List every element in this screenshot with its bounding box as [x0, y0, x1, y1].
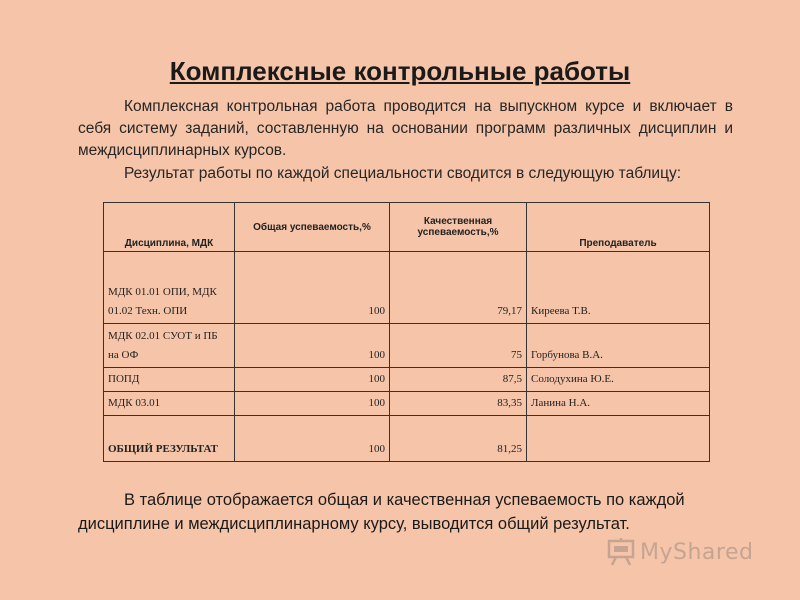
cell-overall: 100: [235, 324, 390, 368]
cell-quality: 79,17: [390, 252, 527, 324]
table-total-row: [104, 416, 710, 462]
table-header-row: [104, 203, 710, 252]
cell-teacher: [527, 416, 710, 462]
cell-quality: 81,25: [390, 416, 527, 462]
cell-quality: 75: [390, 324, 527, 368]
table-intro-paragraph: Результат работы по каждой специальности сводится в следующую таблицу:: [124, 165, 682, 182]
cell-teacher: Солодухина Ю.Е.: [527, 368, 710, 392]
header-quality: Качественная успеваемость,%: [390, 203, 527, 252]
cell-overall: 100: [235, 416, 390, 462]
cell-teacher: Горбунова В.А.: [527, 324, 710, 368]
header-discipline: Дисциплина, МДК: [104, 203, 235, 252]
table-row: [104, 392, 710, 416]
cell-overall: 100: [235, 368, 390, 392]
cell-overall: 100: [235, 392, 390, 416]
results-table: [103, 202, 710, 462]
cell-discipline: ПОПД: [104, 368, 235, 392]
cell-overall: 100: [235, 252, 390, 324]
intro-paragraph: Комплексная контрольная работа проводится на выпускном курсе и включает в себя систему заданий, составленную на основании программ различных дисциплин и междисциплинарных курсов.: [78, 98, 733, 159]
cell-discipline: МДК 02.01 СУОТ и ПБ на ОФ: [104, 324, 235, 368]
cell-discipline: МДК 03.01: [104, 392, 235, 416]
header-teacher: Преподаватель: [527, 203, 710, 252]
table-row: [104, 368, 710, 392]
table-row: [104, 324, 710, 368]
cell-quality: 87,5: [390, 368, 527, 392]
cell-teacher: Киреева Т.В.: [527, 252, 710, 324]
page-title: Комплексные контрольные работы: [169, 56, 631, 86]
header-overall: Общая успеваемость,%: [235, 203, 390, 252]
table-row: [104, 252, 710, 324]
watermark-text: MyShared: [640, 539, 754, 565]
watermark-logo: [606, 538, 753, 566]
presentation-board-icon: [606, 538, 636, 566]
cell-total-label: ОБЩИЙ РЕЗУЛЬТАТ: [104, 416, 235, 462]
cell-quality: 83,35: [390, 392, 527, 416]
summary-paragraph: В таблице отображается общая и качественная успеваемость по каждой дисциплине и междисциплинарному курсу, выводится общий результат.: [78, 491, 685, 533]
cell-discipline: МДК 01.01 ОПИ, МДК 01.02 Техн. ОПИ: [104, 252, 235, 324]
cell-teacher: Ланина Н.А.: [527, 392, 710, 416]
